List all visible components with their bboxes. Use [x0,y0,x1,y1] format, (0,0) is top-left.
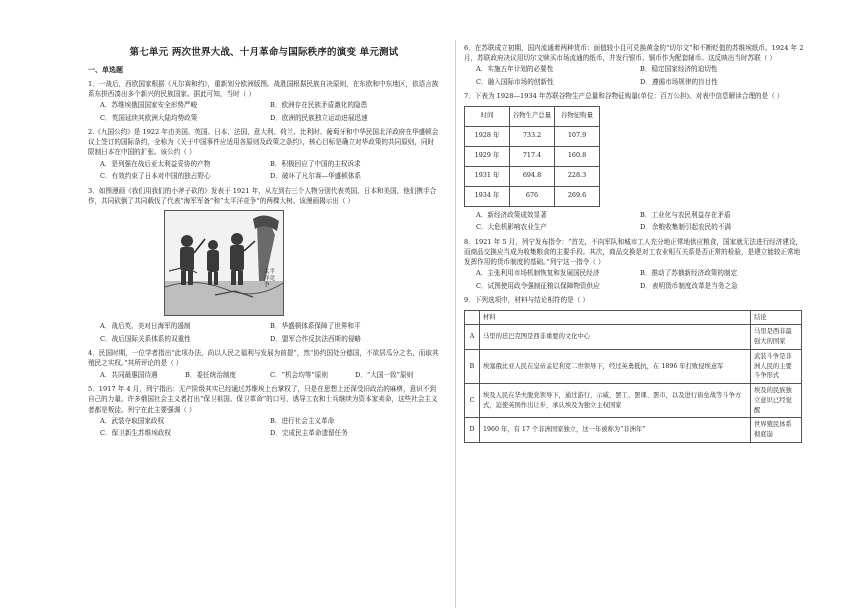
option-a[interactable]: A．战后英、美对日海军的遏制 [100,322,191,331]
table-cell: 埃及人民在华夫脱党领导下，通过游行、示威、罢工、罢课、罢市，以及进行街垒战等斗争方式，迫使英国作出让步，承认埃及为独立主权国家 [480,384,751,418]
option-b[interactable]: B．进行社会主义革命 [270,416,335,425]
table-cell: 1934 年 [465,186,510,206]
option-d[interactable]: D．表明货币制度改革是当务之急 [640,281,738,290]
option-a[interactable]: A．苏维埃俄国国家安全形势严峻 [100,101,198,109]
table-row [465,325,802,350]
table-cell: 埃及的民族独立意识已经觉醒 [751,384,802,418]
option-list [100,158,440,183]
table-header-cell: 谷物征购量 [555,106,600,126]
table-cell: B [465,349,480,383]
option-c[interactable]: C．试图使用政令强制征粮以保障物资供应 [476,281,600,290]
table-cell: 马里的廷巴克图是西非重要的文化中心 [480,325,751,350]
option-list [476,63,804,88]
option-d[interactable]: D．完成民主革命遗留任务 [270,429,348,438]
table-header-cell: 结论 [751,310,802,325]
table-cell: 武装斗争是非洲人民的主要斗争形式 [751,349,802,383]
section-heading: 一、单选题 [88,64,123,74]
table-row [465,166,600,186]
option-a[interactable]: A．实施五年计划的必要性 [476,65,554,74]
question-text: 5．1917 年 4 月，列宁指出：无产阶级其实已经通过苏维埃上台掌权了，只是在思想上还深受旧政治的麻痹，意识不到自己的力量。许多俄国社会主义者打出“保卫祖国、保卫革命”的口号，诱导工农和士兵继续为资本家卖命，这些社会主义者都是叛徒。列宁在此主要强调（ ） [88,385,438,414]
cartoon-image [164,210,284,316]
table-cell: 1928 年 [465,126,510,146]
question-7 [464,91,804,233]
table-row [465,418,802,443]
option-b[interactable]: B．欧洲存在民族矛盾激化的隐患 [270,101,368,109]
option-list [100,415,440,440]
option-d[interactable]: D．欧洲的民族独立运动进展迅速 [270,113,368,122]
table-row [465,146,600,166]
question-text: 7．下表为 1928—1934 年苏联谷物生产总量和谷物征购量(单位：百万公担)。对表中信息解读合理的是（ ） [464,92,784,101]
table-row [465,186,600,206]
table-cell: D [465,418,480,443]
option-c[interactable]: C．保卫新生苏维埃政权 [100,429,171,438]
table-header-row [465,106,600,126]
table-header-cell: 时间 [465,106,510,126]
cartoon-drawing [165,211,283,315]
table-cell: 676 [510,186,555,206]
table-header-cell: 谷物生产总量 [510,106,555,126]
table-cell: 1931 年 [465,166,510,186]
option-list [476,209,804,234]
question-1 [88,79,440,124]
table-cell: 228.3 [555,166,600,186]
left-column [88,0,440,440]
question-3 [88,186,440,345]
table-cell: C [465,384,480,418]
option-b[interactable]: B．稳定国家经济的迫切性 [640,65,718,74]
question-text: 4．民国时期，一位学者指出“此项办法，尚以人民之福利与发展为前提”，然“协约国处分德国，不欲居瓜分之名，而取其殖民之实权。”其所评论的是（ ） [88,349,439,368]
table-header-cell: 材料 [480,310,751,325]
question-text: 3．如图漫画《我们用我们的小斧子砍的》发表于 1921 年，从左到右三个人物分别代表英国、日本和美国，他们携手合作，共同砍倒了共同载伐了代表“海军军备”和“太平洋竞争”的两棵大树。该漫画揭示出（ ） [88,186,437,205]
option-d[interactable]: D．盟军合作反抗法西斯的侵略 [270,334,362,343]
option-c[interactable]: C．融入国际市场的创新性 [476,77,554,86]
option-c[interactable]: C．“机会均等”原则 [270,370,328,379]
table-cell: 269.6 [555,186,600,206]
column-divider [455,40,456,608]
table-cell: 107.9 [555,126,600,146]
question-5 [88,384,440,440]
question-text: 8．1921 年 5 月，列宁发布指令：“首先，不向军队和城市工人充分地正常地供应粮食，国家就无法进行经济建设，而商品交换应当成为收集粮食的主要手段。其次，商品交换是对工农业相互关系是否正常的检验，是建立能较正常地发挥作用的货币制度的基础。”列宁这一指令（ ） [464,237,803,267]
question-4 [88,348,440,381]
table-row [465,349,802,383]
option-list [476,267,804,292]
option-a[interactable]: A．主张利用市场机制恢复和发展国民经济 [476,269,600,278]
question-9 [464,295,804,442]
option-b[interactable]: B．推动了苏俄新经济政策的制定 [640,269,738,278]
option-a[interactable]: A．新经济政策成效显著 [476,210,547,219]
table-cell: 694.8 [510,166,555,186]
option-c[interactable]: C．英国延续其欧洲大陆均势政策 [100,113,198,122]
option-d[interactable]: D．遵循市场规律的盲目性 [640,77,718,86]
question-6 [464,43,804,88]
table-header-row [465,310,802,325]
cartoon-label: 太平洋竞争 [264,269,276,289]
table-cell: 1960 年，有 17 个非洲国家独立，这一年被称为“非洲年” [480,418,751,443]
table-header-cell [465,310,480,325]
option-list [100,369,440,382]
right-column [464,40,804,443]
table-cell: 160.8 [555,146,600,166]
option-a[interactable]: A．武装夺取国家政权 [100,416,165,425]
table-cell: 1929 年 [465,146,510,166]
table-cell: 马里是西非最强大的国家 [751,325,802,350]
option-b[interactable]: B．工业化与农民利益存在矛盾 [640,210,731,219]
question-text: 9．下列选项中，材料与结论相符的是（ ） [464,296,589,305]
option-d[interactable]: D．“大国一致”原则 [355,370,414,379]
page-title: 第七单元 两次世界大战、十月革命与国际秩序的演变 单元测试 [129,47,399,58]
table-row [465,384,802,418]
option-b[interactable]: B．委任统治制度 [185,370,237,379]
option-d[interactable]: D．余粮收集制引起农民的不满 [640,223,732,232]
option-b[interactable]: B．积极回应了中国的主权诉求 [270,159,361,168]
table-cell: 埃塞俄比亚人民在皇帝孟尼利克二世领导下，经过英勇抵抗，在 1896 年打败侵埃意军 [480,349,751,383]
question-8 [464,237,804,293]
table-cell: A [465,325,480,350]
question-text: 6．在苏联成立初期，国内流通着两种货币：面值较小且可兑换黄金的“切尔文”和不断贬值的苏维埃纸币。1924 年 2 月，苏联政府决议用切尔文赎买市场流通的纸币，并发行银币、铜币作为配套辅币。这反映出当时苏联（ ） [464,44,804,63]
table-cell: 717.4 [510,146,555,166]
question-2 [88,127,440,183]
question-text: 2.《九国公约》是 1922 年由美国、英国、日本、法国、意大利、荷兰、比利时、葡萄牙和中华民国北洋政府在华盛顿会议上签订的国际条约，全称为《关于中国事件应适用各原则及政策之条约》，核心目标是确立对华政策的共同原则，同时限制日本在中国的扩张。该公约（ ） [88,128,439,157]
option-a[interactable]: A．是列强在战后亚太利益妥协的产物 [100,159,211,168]
table-cell: 世界殖民体系彻底崩 [751,418,802,443]
option-c[interactable]: C．大危机影响农业生产 [476,223,547,232]
table-cell: 733.2 [510,126,555,146]
option-a[interactable]: A．共同最惠国待遇 [100,370,158,379]
table-row [465,126,600,146]
option-b[interactable]: B．华盛顿体系保障了世界和平 [270,322,361,331]
question-text: 1．一战后，西欧国家根据《凡尔赛和约》，重新划分欧洲版图。战胜国根据民族自决原则，在东欧和中东地区，依语言族系东拼西凑出多个新兴的民族国家。据此可知，当时（ ） [88,79,439,98]
option-c[interactable]: C．有效约束了日本对中国的独占野心 [100,172,211,181]
option-c[interactable]: C．战后国际关系体系的双重性 [100,334,191,343]
option-list [100,99,440,124]
grain-data-table [464,106,600,207]
option-d[interactable]: D．破坏了凡尔赛—华盛顿体系 [270,172,362,181]
option-list [100,320,440,345]
material-conclusion-table [464,310,802,443]
